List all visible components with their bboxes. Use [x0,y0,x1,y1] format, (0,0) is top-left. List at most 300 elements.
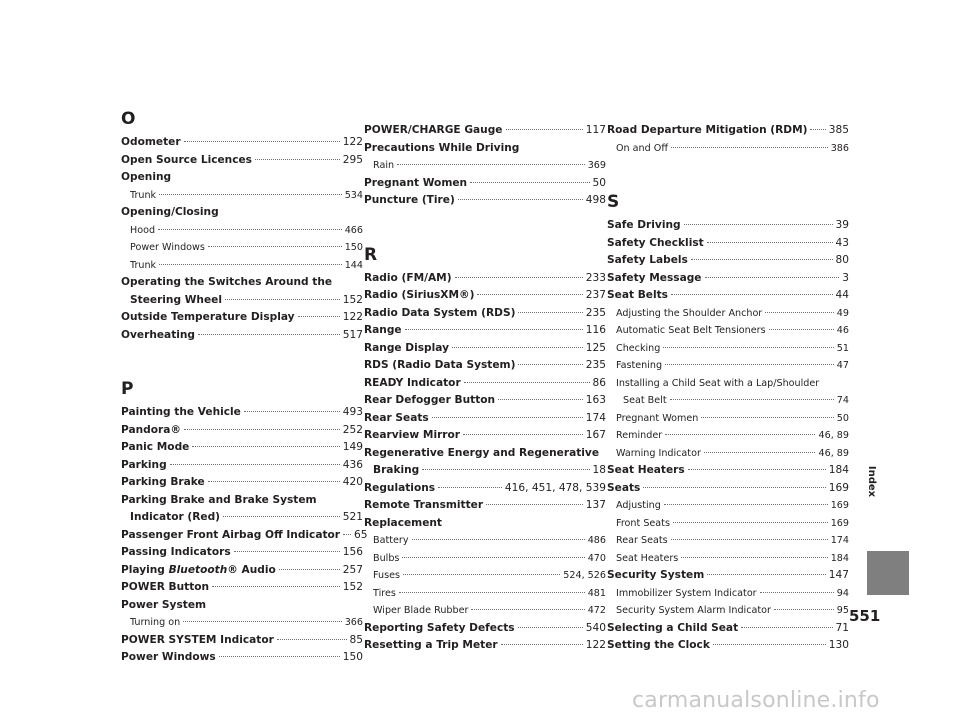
index-entry [364,140,606,158]
entry-label: Replacement [364,516,442,529]
entry-label: Tires [373,587,396,599]
page-reference: 94 [836,587,849,599]
entry-label: Steering Wheel [130,293,222,306]
page-reference: 125 [585,341,606,354]
page-reference: 366 [344,617,363,628]
index-subentry [607,497,849,515]
dot-leader [463,434,583,435]
entry-label: Setting the Clock [607,639,710,651]
page-reference: 51 [836,342,849,354]
dot-leader [255,159,340,160]
page-reference: 122 [585,639,606,651]
index-section-p [121,368,368,667]
entry-label: Seat Belts [607,289,668,301]
page-reference: 86 [592,376,606,389]
page-reference: 85 [349,633,363,646]
page-reference: 3 [842,271,849,284]
page-reference: 174 [585,411,606,424]
dot-leader [486,504,583,505]
index-subentry [364,532,606,550]
dot-leader [684,224,833,225]
entry-label: Power Windows [130,242,205,253]
index-entry [364,375,606,393]
dot-leader [432,417,583,418]
entry-label: Puncture (Tire) [364,194,455,206]
page-reference: 95 [836,605,849,616]
dot-leader [225,299,340,300]
index-entry [364,427,606,445]
dot-leader [688,469,826,470]
entry-label: Parking Brake [121,476,205,488]
page-reference: 472 [587,605,606,616]
dot-leader [397,164,585,165]
index-entry [364,515,606,533]
page-reference: 233 [585,271,606,284]
index-entry [607,637,849,655]
entry-label: RDS (Radio Data System) [364,359,516,371]
dot-leader [455,277,583,278]
entry-label-part: Audio [237,563,276,576]
page-reference: 524, 526 [563,570,606,581]
index-entry [121,327,363,345]
entry-label: Seat Heaters [616,552,679,564]
entry-label: Rain [373,160,395,171]
section-letter: O [121,109,136,129]
index-subentry [607,550,849,568]
dot-leader [219,656,340,657]
entry-label: Fuses [373,570,400,581]
index-subentry [607,410,849,428]
index-entry [364,620,606,638]
entry-label: READY Indicator [364,376,461,389]
dot-leader [707,574,825,575]
page-reference: 46, 89 [818,430,849,441]
index-entry [364,192,606,210]
entry-label: Bulbs [373,552,400,564]
index-entry [121,527,368,545]
section-letter: P [121,379,134,399]
entry-label: Passenger Front Airbag Off Indicator [121,528,341,541]
page-reference: 257 [342,563,363,576]
dot-leader [277,639,347,640]
entry-label: Range [364,324,402,336]
index-subentry [607,532,849,550]
index-subentry [364,567,606,585]
dot-leader [810,129,825,130]
entry-label: Seats [607,481,641,494]
entry-label: Pandora® [121,423,181,436]
dot-leader [665,434,815,435]
index-entry [364,305,606,323]
index-section-r-continued [607,122,849,157]
page-reference: 50 [836,412,849,424]
entry-label: Rear Seats [616,535,668,546]
entry-label: Seat Heaters [607,464,685,476]
page-reference: 466 [344,224,363,236]
index-entry [607,287,849,305]
index-entry [121,134,363,152]
index-side-tab [862,408,882,555]
entry-label: Trunk [130,189,157,201]
dot-leader [452,347,583,348]
entry-label: Turning on [130,617,181,628]
entry-label: Installing a Child Seat with a Lap/Shoulder [616,377,820,389]
page-reference: 43 [835,236,849,249]
page-reference: 18 [592,464,606,476]
page-reference: 46 [836,325,849,336]
dot-leader [707,242,833,243]
dot-leader [279,569,340,570]
page-reference: 152 [342,581,363,593]
dot-leader [681,557,827,558]
index-entry [607,217,849,235]
index-entry [364,637,606,655]
dot-leader [223,516,340,517]
entry-label: POWER/CHARGE Gauge [364,124,503,136]
entry-label: Checking [616,342,661,354]
dot-leader [399,592,585,593]
entry-label: Resetting a Trip Meter [364,639,498,651]
index-entry [364,357,606,375]
index-tab-marker [867,551,909,595]
page-reference: 385 [828,124,849,136]
index-entry [121,579,363,597]
dot-leader [464,382,590,383]
page-reference: 540 [585,621,606,634]
entry-label: Trunk [130,259,157,271]
entry-label-italic: Bluetooth® [168,563,238,576]
index-entry [121,649,363,667]
dot-leader [691,259,833,260]
dot-leader [208,246,342,247]
dot-leader [244,411,340,412]
index-entry [364,392,606,410]
index-entry [364,497,606,515]
page-reference: 295 [342,153,363,166]
dot-leader [184,429,340,430]
page-reference: 481 [587,587,606,599]
entry-label: Open Source Licences [121,153,252,166]
dot-leader [774,609,834,610]
index-entry [121,152,363,170]
page-reference: 184 [828,464,849,476]
entry-label: Hood [130,224,156,236]
index-entry [364,445,606,463]
page-reference: 130 [828,639,849,651]
entry-label: Opening/Closing [121,206,219,218]
entry-label: Power Windows [121,651,216,663]
entry-label: Automatic Seat Belt Tensioners [616,325,766,336]
index-subentry-continued [607,392,849,410]
page-reference: 235 [585,306,606,319]
index-entry [121,562,363,580]
entry-label: Parking [121,458,167,471]
index-section-p-continued [364,122,606,210]
dot-leader [518,364,582,365]
dot-leader [184,141,340,142]
entry-label: Braking [373,464,420,476]
index-subentry [607,445,849,463]
entry-label: POWER SYSTEM Indicator [121,633,274,646]
section-letter: S [607,192,620,212]
page-reference: 44 [835,289,849,301]
dot-leader [159,194,342,195]
index-entry [607,270,849,288]
entry-label-part: Playing [121,563,169,576]
dot-leader [402,557,584,558]
index-subentry [121,222,363,240]
index-entry [607,462,849,480]
dot-leader [671,294,833,295]
index-subentry [607,585,849,603]
index-entry [364,122,606,140]
index-subentry [607,305,849,323]
entry-label: Front Seats [616,517,670,529]
index-subentry [607,427,849,445]
dot-leader [741,627,832,628]
index-column-3 [607,122,849,679]
index-entry [364,340,606,358]
entry-label: On and Off [616,142,668,154]
entry-label: Regulations [364,481,436,494]
index-entry-continued [364,462,606,480]
index-entry-continued [121,292,363,310]
index-subentry [364,602,606,620]
dot-leader [458,199,583,200]
dot-leader [158,229,342,230]
page-reference: 117 [585,124,606,136]
dot-leader [412,539,585,540]
index-entry [121,404,363,422]
entry-label: Security System Alarm Indicator [616,605,771,616]
entry-label: Safe Driving [607,219,681,231]
entry-label: Reminder [616,430,663,441]
dot-leader [670,399,834,400]
entry-label: Adjusting [616,500,661,511]
page-reference: 486 [587,535,606,546]
entry-label: Power System [121,598,207,611]
dot-leader [183,621,342,622]
entry-label: Remote Transmitter [364,499,484,511]
entry-label: Rear Seats [364,411,429,424]
entry-label: Safety Checklist [607,236,704,249]
page-number: 551 [849,607,881,625]
dot-leader [671,539,828,540]
index-entry [364,270,606,288]
page-reference: 71 [835,621,849,634]
dot-leader [705,277,840,278]
index-entry [607,235,849,253]
entry-label: Rearview Mirror [364,429,461,441]
entry-label: Precautions While Driving [364,141,520,154]
page-reference: 235 [585,359,606,371]
page-reference: 167 [585,429,606,441]
index-section-r [364,234,606,655]
index-subentry [607,140,849,158]
entry-label: Radio (FM/AM) [364,271,452,284]
dot-leader [438,487,502,488]
dot-leader [506,129,583,130]
index-entry [364,175,606,193]
index-subentry [121,239,363,257]
dot-leader [704,452,816,453]
entry-label: Radio Data System (RDS) [364,306,516,319]
index-subentry [364,585,606,603]
index-column-2 [364,122,606,679]
entry-label: Rear Defogger Button [364,394,496,406]
entry-label: Security System [607,569,705,581]
index-entry [121,422,363,440]
entry-label: Indicator (Red) [130,511,220,523]
entry-label: Pregnant Women [616,412,699,424]
entry-label: Adjusting the Shoulder Anchor [616,307,763,319]
dot-leader [477,294,582,295]
entry-label: POWER Button [121,581,210,593]
index-entry [121,204,363,222]
dot-leader [192,446,339,447]
page-reference: 534 [344,189,363,201]
dot-leader [664,504,828,505]
dot-leader [343,534,351,535]
dot-leader [518,312,582,313]
page-reference: 174 [830,535,849,546]
page-reference: 150 [344,242,363,253]
side-tab-label: Index [866,465,878,498]
dot-leader [208,481,340,482]
index-column-1 [121,108,368,691]
page-reference: 169 [830,517,849,529]
index-entry [121,492,363,510]
index-entry [607,122,849,140]
index-entry [364,410,606,428]
entry-label: Battery [373,535,409,546]
entry-label: Pregnant Women [364,176,468,189]
page-reference: 122 [342,136,363,148]
dot-leader [665,364,834,365]
dot-leader [671,147,828,148]
entry-label: Warning Indicator [616,447,701,459]
index-subentry [607,322,849,340]
index-entry [121,474,363,492]
page-reference: 163 [585,394,606,406]
page-reference: 50 [592,176,606,189]
page-reference: 65 [354,528,368,541]
dot-leader [403,574,560,575]
index-subentry [364,157,606,175]
entry-label: Overheating [121,328,196,341]
page-reference: 47 [836,360,849,371]
page-reference: 80 [835,254,849,266]
dot-leader [170,464,340,465]
page-reference: 416, 451, 478, 539 [504,481,606,494]
page-reference: 46, 89 [818,447,849,459]
page-reference: 74 [836,395,849,406]
index-entry [121,439,363,457]
entry-label: Selecting a Child Seat [607,621,739,634]
dot-leader [760,592,834,593]
page-reference: 470 [587,552,606,564]
page-reference: 420 [342,476,363,488]
index-entry [121,544,363,562]
dot-leader [769,329,834,330]
dot-leader [518,627,583,628]
index-entry [607,480,849,498]
index-entry [607,567,849,585]
section-letter: R [364,244,378,265]
page-reference: 137 [585,499,606,511]
entry-label: Reporting Safety Defects [364,621,515,634]
dot-leader [422,469,589,470]
index-section-s [607,181,849,655]
dot-leader [159,264,342,265]
index-subentry [121,187,363,205]
dot-leader [498,399,583,400]
index-entry [121,597,363,615]
page-reference: 144 [344,259,363,271]
index-subentry [607,375,849,393]
entry-label: Fastening [616,360,663,371]
index-section-o [121,108,363,344]
dot-leader [643,487,825,488]
page-reference: 184 [830,552,849,564]
index-entry [121,457,363,475]
dot-leader [673,522,828,523]
dot-leader [234,551,340,552]
dot-leader [663,347,833,348]
dot-leader [471,609,584,610]
entry-label: Parking Brake and Brake System [121,493,317,506]
index-entry [121,309,363,327]
entry-label: Painting the Vehicle [121,406,241,418]
index-entry [364,287,606,305]
entry-label: Outside Temperature Display [121,311,295,323]
index-entry-continued [121,509,363,527]
watermark: carmanualsonline.info [632,688,880,713]
index-entry [364,322,606,340]
page-reference: 122 [342,311,363,323]
index-entry [607,620,849,638]
dot-leader [701,417,833,418]
dot-leader [765,312,834,313]
index-subentry [121,614,363,632]
entry-label: Radio (SiriusXM®) [364,289,475,301]
index-subentry [121,257,363,275]
index-entry [121,274,363,292]
index-subentry [607,357,849,375]
page-reference: 386 [830,142,849,154]
page-reference: 498 [585,194,606,206]
entry-label: Safety Labels [607,254,688,266]
index-entry [121,169,363,187]
page-reference: 116 [585,324,606,336]
page-reference: 252 [342,423,363,436]
entry-label: Panic Mode [121,441,190,453]
dot-leader [198,334,340,335]
index-subentry [607,515,849,533]
index-subentry [607,340,849,358]
page-reference: 49 [836,307,849,319]
index-entry [607,252,849,270]
entry-label: Safety Message [607,271,702,284]
page-reference: 521 [342,511,363,523]
page-reference: 169 [830,500,849,511]
entry-label: Seat Belt [623,395,667,406]
dot-leader [470,182,589,183]
page-reference: 169 [828,481,849,494]
dot-leader [405,329,583,330]
page-reference: 150 [342,651,363,663]
index-entry [121,632,363,650]
